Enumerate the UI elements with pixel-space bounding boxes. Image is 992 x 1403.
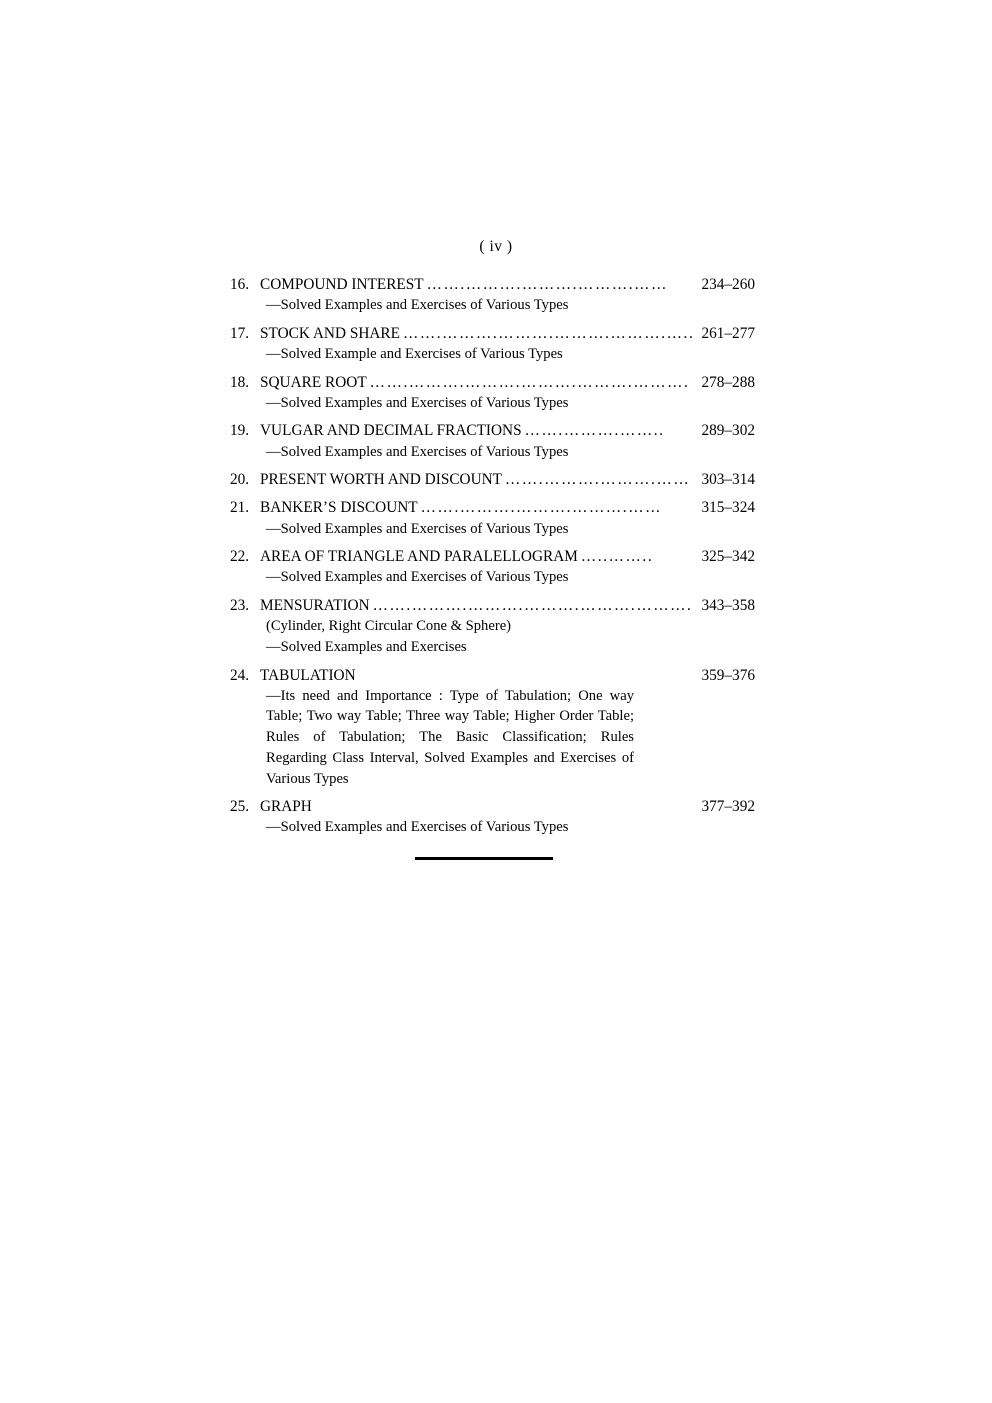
entry-subtitle: —Solved Examples and Exercises of Various Types xyxy=(266,819,569,836)
entry-title-wrap xyxy=(260,323,697,344)
entry-pages: 359–376 xyxy=(701,666,755,684)
entry-number: 22. xyxy=(230,548,250,566)
toc-entry-19[interactable] xyxy=(230,420,755,462)
entry-subtitle-line-2: —Solved Examples and Exercises xyxy=(266,638,467,655)
toc-entry-16[interactable] xyxy=(230,274,755,316)
page-number-marker: ( iv ) xyxy=(479,238,513,255)
leader-dots: …….……….……….……….…… xyxy=(420,499,663,517)
entry-title: SQUARE ROOT xyxy=(260,373,367,391)
entry-title: VULGAR AND DECIMAL FRACTIONS xyxy=(260,422,522,440)
entry-pages: 325–342 xyxy=(701,548,755,566)
toc-entry-main xyxy=(230,420,755,441)
toc-entry-18[interactable] xyxy=(230,372,755,414)
toc-entry-main xyxy=(230,323,755,344)
leader-dots: …….……….……….……….……….………. xyxy=(369,373,690,391)
entry-title-wrap xyxy=(260,497,697,518)
toc-entry-main xyxy=(230,796,755,817)
entry-subtitle: —Solved Examples and Exercises of Various Types xyxy=(266,443,569,460)
toc-entry-main xyxy=(230,665,755,686)
entry-number: 17. xyxy=(230,324,250,342)
entry-title: AREA OF TRIANGLE AND PARALELLOGRAM xyxy=(260,548,578,566)
entry-pages: 343–358 xyxy=(701,597,755,615)
entry-title-wrap xyxy=(260,665,697,686)
entry-title-wrap xyxy=(260,469,697,490)
toc-entry-17[interactable] xyxy=(230,323,755,365)
entry-pages: 315–324 xyxy=(701,499,755,517)
entry-pages: 234–260 xyxy=(701,276,755,293)
entry-title-wrap xyxy=(260,595,697,616)
entry-title: STOCK AND SHARE xyxy=(260,324,400,342)
toc-entry-main xyxy=(230,497,755,518)
section-divider-rule xyxy=(415,857,553,860)
entry-subtitle: —Solved Examples and Exercises of Various Types xyxy=(266,394,569,411)
entry-subtitle: —Solved Examples and Exercises of Various Types xyxy=(266,520,569,537)
leader-dots: …….……….……….……….……….….. xyxy=(402,324,695,342)
entry-pages: 303–314 xyxy=(701,471,755,489)
leader-dots: …….……….……….…… xyxy=(505,471,691,489)
leader-dots: …….……….……….……….……….………. xyxy=(372,597,693,615)
leader-dots: …….……….……….……….…… xyxy=(426,276,668,293)
entry-number: 20. xyxy=(230,471,250,489)
toc-entry-main xyxy=(230,546,755,567)
entry-number: 19. xyxy=(230,422,250,440)
toc-entry-25[interactable] xyxy=(230,796,755,838)
toc-entry-20[interactable] xyxy=(230,469,755,490)
entry-title-wrap xyxy=(260,372,697,393)
entry-pages: 278–288 xyxy=(701,373,755,391)
toc-entry-24[interactable] xyxy=(230,665,755,790)
entry-title-wrap xyxy=(260,796,697,817)
leader-dots: …….……….…….. xyxy=(524,422,665,440)
entry-title: PRESENT WORTH AND DISCOUNT xyxy=(260,471,503,489)
entry-number: 18. xyxy=(230,373,250,391)
toc-entry-main xyxy=(230,372,755,393)
entry-subtitle: —Solved Examples and Exercises of Various Types xyxy=(266,297,569,314)
entry-title: COMPOUND INTEREST xyxy=(260,276,424,293)
entry-title: GRAPH xyxy=(260,798,312,816)
entry-subtitle-line-1: (Cylinder, Right Circular Cone & Sphere) xyxy=(266,618,512,635)
entry-title: TABULATION xyxy=(260,666,356,684)
entry-title: MENSURATION xyxy=(260,597,370,615)
toc-entry-main xyxy=(230,469,755,490)
toc-entry-21[interactable] xyxy=(230,497,755,539)
toc-entry-main xyxy=(230,274,755,295)
leader-dots: …..…….. xyxy=(580,548,654,566)
entry-pages: 377–392 xyxy=(701,798,755,816)
entry-number: 21. xyxy=(230,499,250,517)
entry-description: —Its need and Importance : Type of Tabulation; One way Table; Two way Table; Three way Table; Higher Order Table; Rules of Tabulation; The Basic Classification; Rules Regarding Class Interval, Solved Examples and Exercises of Various Types xyxy=(266,687,634,787)
table-of-contents xyxy=(230,274,755,845)
entry-pages: 289–302 xyxy=(701,422,755,440)
entry-number: 16. xyxy=(230,276,250,293)
entry-number: 23. xyxy=(230,597,250,615)
entry-title-wrap xyxy=(260,274,697,295)
toc-entry-main xyxy=(230,595,755,616)
entry-subtitle: —Solved Examples and Exercises of Various Types xyxy=(266,569,569,586)
entry-number: 24. xyxy=(230,666,250,684)
entry-number: 25. xyxy=(230,798,250,816)
entry-title-wrap xyxy=(260,420,697,441)
entry-pages: 261–277 xyxy=(701,324,755,342)
toc-entry-23[interactable] xyxy=(230,595,755,658)
entry-subtitle: —Solved Example and Exercises of Various Types xyxy=(266,345,563,362)
toc-entry-22[interactable] xyxy=(230,546,755,588)
entry-title-wrap xyxy=(260,546,697,567)
entry-title: BANKER’S DISCOUNT xyxy=(260,499,418,517)
